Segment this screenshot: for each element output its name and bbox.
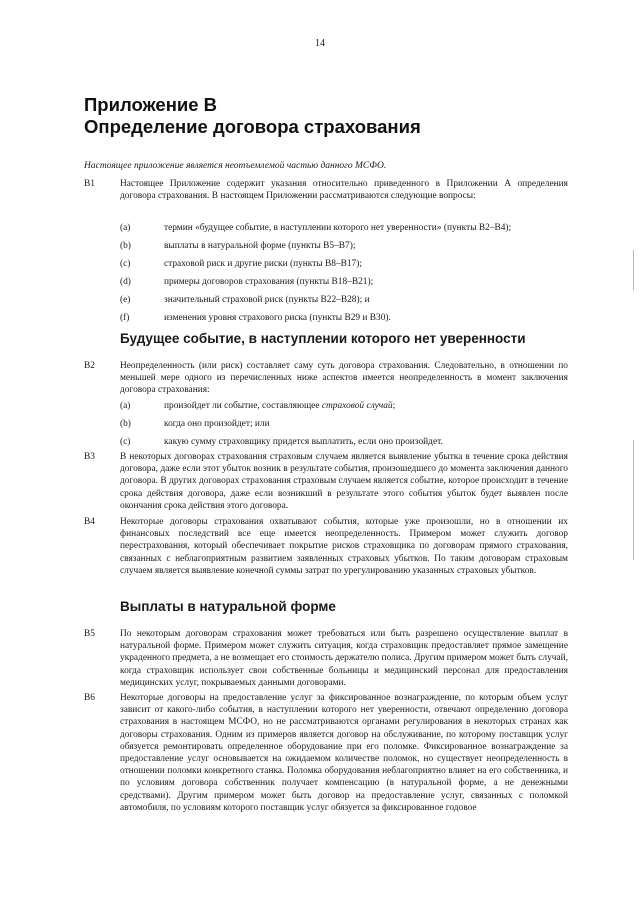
appendix-title-line1: Приложение B xyxy=(84,94,218,115)
list-item xyxy=(120,418,560,436)
paragraph-number: B6 xyxy=(84,693,95,703)
list-label: (a) xyxy=(120,401,131,411)
emphasis: страховой случай xyxy=(321,401,393,411)
paragraph-text: Некоторые договоры страхования охватывают события, которые уже произошли, но в отношении их финансовых последствий все еще имеется неопределенность. Примером может служить договор перестрахования, который обеспечивает покрытие рисков страховщика по договорам прямого страхования, связанных с неблагоприятным развитием заявленных страховых убытков. По таким договорам страховым случаем является выявление конечной суммы затрат по урегулированию указанных страховых убытков. xyxy=(120,517,568,576)
paragraph-number: B3 xyxy=(84,452,95,462)
appendix-title xyxy=(84,94,564,138)
list-text: изменения уровня страхового риска (пункты B29 и B30). xyxy=(164,313,391,323)
paragraph-b5 xyxy=(84,628,568,689)
margin-line xyxy=(633,250,634,290)
list-text: значительный страховой риск (пункты B22–B28); и xyxy=(164,295,370,305)
list-text: произойдет ли событие, составляющее страховой случай; xyxy=(164,401,396,411)
list-item xyxy=(120,222,560,240)
list-item xyxy=(120,276,560,294)
paragraph-text: Неопределенность (или риск) составляет саму суть договора страхования. Следовательно, в отношении по меньшей мере одного из перечисленных ниже аспектов имеется неопределенность в момент заключения договора страхования: xyxy=(120,361,568,396)
list-text: страховой риск и другие риски (пункты B8–B17); xyxy=(164,259,362,269)
section-heading-in-kind: Выплаты в натуральной форме xyxy=(120,599,336,614)
b1-list xyxy=(120,222,560,330)
paragraph-text: Настоящее Приложение содержит указания относительно приведенного в Приложении А определения договора страхования. В настоящем Приложении рассматриваются следующие вопросы: xyxy=(120,179,568,202)
list-text: когда оно произойдет; или xyxy=(164,419,270,429)
paragraph-b4 xyxy=(84,516,568,577)
list-item xyxy=(120,258,560,276)
paragraph-number: B5 xyxy=(84,629,95,639)
paragraph-text: Некоторые договоры на предоставление услуг за фиксированное вознаграждение, по которым объем услуг зависит от какого-либо события, в наступлении которого нет уверенности, отвечают определению договора страхования в настоящем МСФО, но не рассматриваются органами регулирования в некоторых странах как договоры страхования. Одним из примеров является договор на обслуживание, по которому поставщик услуг обязуется ремонтировать определенное оборудование при его поломке. Фиксированное вознаграждение за предоставление услуг основывается на ожидаемом количестве поломок, но существует неопределенность в отношении поломки конкретного станка. Поломка оборудования неблагоприятно влияет на его собственника, и по условиям договора собственник получает компенсацию (в натуральной форме, а не денежными средствами). Другим примером может быть договор на предоставление услуг, связанных с поломкой автомобиля, по условиям которого поставщик услуг обязуется за фиксированное годовое xyxy=(120,693,568,813)
list-label: (b) xyxy=(120,419,131,429)
intro-note: Настоящее приложение является неотъемлемой частью данного МСФО. xyxy=(84,161,387,171)
list-label: (d) xyxy=(120,277,131,287)
list-label: (e) xyxy=(120,295,131,305)
list-label: (b) xyxy=(120,241,131,251)
list-label: (a) xyxy=(120,223,131,233)
section-heading-future-event: Будущее событие, в наступлении которого нет уверенности xyxy=(120,331,526,346)
list-item xyxy=(120,400,560,418)
list-label: (c) xyxy=(120,259,131,269)
paragraph-b6 xyxy=(84,692,568,814)
paragraph-number: B1 xyxy=(84,179,95,189)
b2-list xyxy=(120,400,560,454)
appendix-title-line2: Определение договора страхования xyxy=(84,116,421,137)
paragraph-b3 xyxy=(84,451,568,512)
list-text: какую сумму страховщику придется выплатить, если оно произойдет. xyxy=(164,437,443,447)
margin-line xyxy=(633,440,634,560)
paragraph-number: B2 xyxy=(84,361,95,371)
paragraph-number: B4 xyxy=(84,517,95,527)
list-text: термин «будущее событие, в наступлении которого нет уверенности» (пункты B2–B4); xyxy=(164,223,512,233)
paragraph-b2 xyxy=(84,360,568,397)
paragraph-b1 xyxy=(84,178,568,202)
paragraph-text: В некоторых договорах страхования страховым случаем является выявление убытка в течение срока действия договора, даже если этот убыток возник в результате события, произошедшего до момента заключения данного договора. В других договорах страхования страховым случаем является событие, которое происходит в течение срока действия договора, даже если возникший в результате этого события убыток будет выявлен после окончания срока действия этого договора. xyxy=(120,452,568,511)
list-label: (c) xyxy=(120,437,131,447)
list-label: (f) xyxy=(120,313,130,323)
page-number: 14 xyxy=(315,38,325,49)
list-item xyxy=(120,294,560,312)
list-item xyxy=(120,312,560,330)
list-text: выплаты в натуральной форме (пункты B5–B7); xyxy=(164,241,356,251)
list-text: примеры договоров страхования (пункты B18–B21); xyxy=(164,277,374,287)
paragraph-text: По некоторым договорам страхования может требоваться или быть разрешено осуществление выплат в натуральной форме. Примером может служить ситуация, когда страховщик предоставляет прямое замещение украденного предмета, а не возмещает его стоимость держателю полиса. Другим примером может быть случай, когда страховщик использует свои собственные больницы и медицинский персонал для предоставления медицинских услуг, покрываемых данными договорами. xyxy=(120,629,568,688)
list-item xyxy=(120,240,560,258)
